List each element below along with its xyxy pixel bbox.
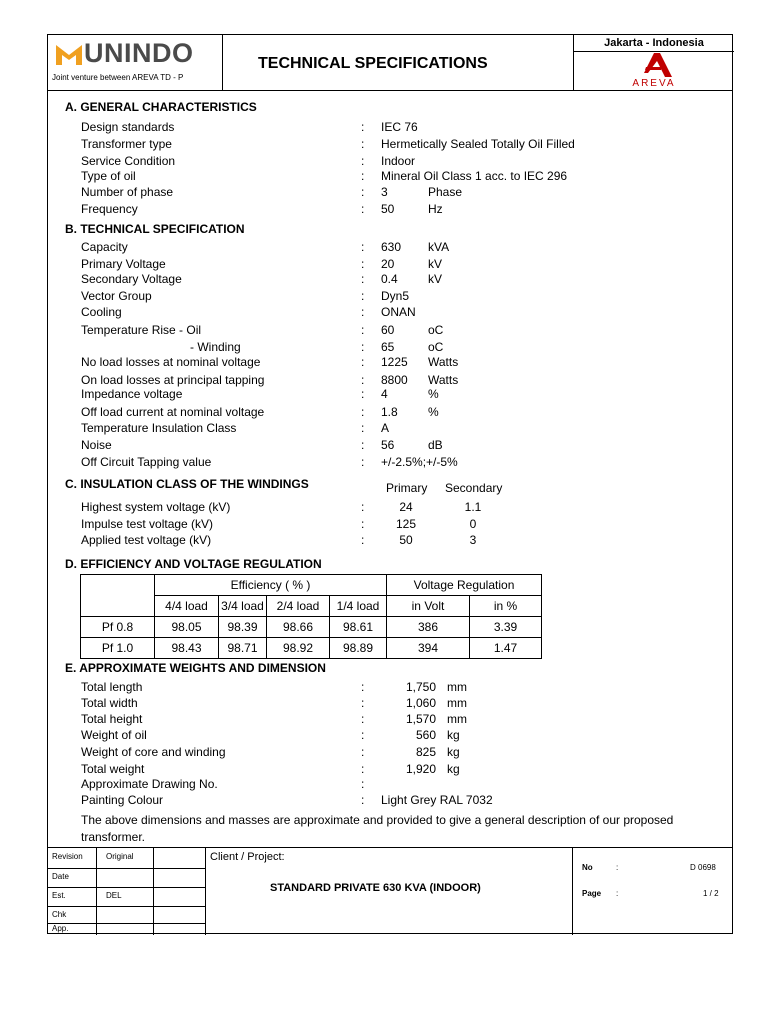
colon: : [361, 120, 365, 134]
est-value: DEL [106, 891, 122, 900]
table-cell: 98.71 [219, 638, 267, 659]
colon: : [361, 517, 365, 531]
dimension-label: Total width [81, 696, 138, 710]
row-label-cell: Pf 0.8 [81, 617, 155, 638]
spec-value: 20 [381, 257, 395, 271]
dimension-value: 1,750 [405, 680, 436, 694]
dimension-label: Weight of core and winding [81, 745, 226, 759]
dimension-unit: kg [447, 728, 460, 742]
spec-value: 56 [381, 438, 395, 452]
section-e-heading: E. APPROXIMATE WEIGHTS AND DIMENSION [65, 661, 326, 675]
spec-label: No load losses at nominal voltage [81, 355, 261, 369]
header-divider [48, 90, 732, 91]
spec-unit: Phase [428, 185, 463, 199]
section-b-heading: B. TECHNICAL SPECIFICATION [65, 222, 245, 236]
table-cell: 3.39 [470, 617, 542, 638]
spec-unit: oC [428, 340, 444, 354]
colon: : [361, 421, 365, 435]
colon: : [361, 777, 365, 791]
spec-label: Design standards [81, 120, 175, 134]
spec-label: Secondary Voltage [81, 272, 182, 286]
colon: : [361, 355, 365, 369]
sub-header-cell: 2/4 load [267, 596, 330, 617]
colon: : [361, 712, 365, 726]
spec-unit: kV [428, 272, 443, 286]
spec-label: Service Condition [81, 154, 176, 168]
colon: : [361, 202, 365, 216]
areva-logo-text: AREVA [632, 78, 676, 89]
sub-header-cell: in Volt [387, 596, 470, 617]
efficiency-table [80, 574, 542, 659]
dimension-label: Approximate Drawing No. [81, 777, 218, 791]
table-cell: 98.66 [267, 617, 330, 638]
spec-label: Type of oil [81, 169, 136, 183]
colon: : [616, 889, 619, 898]
project-name: STANDARD PRIVATE 630 KVA (INDOOR) [270, 882, 481, 894]
spec-value: Dyn5 [381, 289, 410, 303]
table-cell: 98.43 [155, 638, 219, 659]
date-label: Date [52, 872, 69, 881]
table-row [81, 617, 542, 638]
table-corner-cell [81, 575, 155, 617]
row-label-cell: Pf 1.0 [81, 638, 155, 659]
spec-unit: kVA [428, 240, 450, 254]
primary-value: 24 [399, 500, 413, 514]
dimension-label: Weight of oil [81, 728, 147, 742]
dimension-value: 560 [415, 728, 436, 742]
spec-label: Temperature Insulation Class [81, 421, 237, 435]
dimension-value: 1,920 [405, 762, 436, 776]
dimension-value: 825 [415, 745, 436, 759]
section-d-heading: D. EFFICIENCY AND VOLTAGE REGULATION [65, 557, 322, 571]
dimension-unit: kg [447, 762, 460, 776]
primary-column-header: Primary [386, 481, 428, 495]
table-cell: 98.39 [219, 617, 267, 638]
table-cell: 394 [387, 638, 470, 659]
spec-label: Number of phase [81, 185, 174, 199]
colon: : [361, 289, 365, 303]
table-cell: 1.47 [470, 638, 542, 659]
spec-label: Primary Voltage [81, 257, 166, 271]
page-value: 1 / 2 [703, 889, 719, 898]
spec-label: Frequency [81, 202, 138, 216]
colon: : [361, 533, 365, 547]
areva-logo-icon [634, 53, 674, 79]
spec-value: 4 [381, 387, 388, 401]
spec-value: Mineral Oil Class 1 acc. to IEC 296 [381, 169, 568, 183]
spec-label: Vector Group [81, 289, 152, 303]
spec-label: Transformer type [81, 137, 172, 151]
colon: : [361, 272, 365, 286]
colon: : [616, 863, 619, 872]
dimension-label: Total length [81, 680, 143, 694]
note-line-1: The above dimensions and masses are approximate and provided to give a general description of our proposed [81, 813, 674, 827]
page-label: Page [582, 889, 602, 898]
dimension-value: 1,570 [405, 712, 436, 726]
original-label: Original [106, 852, 134, 861]
colon: : [361, 240, 365, 254]
table-cell: 98.05 [155, 617, 219, 638]
secondary-column-header: Secondary [445, 481, 503, 495]
footer-line [48, 923, 205, 924]
dimension-unit: mm [447, 712, 467, 726]
footer-line [48, 868, 205, 869]
est-label: Est. [52, 891, 66, 900]
spec-value: Indoor [381, 154, 416, 168]
header-logo-block [48, 35, 223, 90]
revision-label: Revision [52, 852, 83, 861]
table-cell: 98.92 [267, 638, 330, 659]
spec-unit: Watts [428, 373, 459, 387]
colon: : [361, 455, 365, 469]
dimension-unit: mm [447, 680, 467, 694]
spec-label: Off load current at nominal voltage [81, 405, 265, 419]
voltage-regulation-header: Voltage Regulation [387, 575, 542, 596]
colon: : [361, 500, 365, 514]
client-project-label: Client / Project: [210, 851, 285, 863]
sub-header-cell: 1/4 load [330, 596, 387, 617]
dimension-label: Total height [81, 712, 143, 726]
colon: : [361, 305, 365, 319]
app-label: App. [52, 924, 69, 933]
section-c-heading: C. INSULATION CLASS OF THE WINDINGS [65, 477, 309, 491]
unindo-logo-icon [56, 43, 82, 65]
spec-unit: kV [428, 257, 443, 271]
spec-label: Noise [81, 438, 112, 452]
location-text: Jakarta - Indonesia [574, 37, 734, 52]
spec-label: Impedance voltage [81, 387, 183, 401]
colon: : [361, 185, 365, 199]
footer-line [48, 906, 205, 907]
sub-header-cell: in % [470, 596, 542, 617]
spec-value: A [381, 421, 390, 435]
dimension-label: Total weight [81, 762, 145, 776]
note-line-2: transformer. [81, 830, 146, 844]
spec-value: 65 [381, 340, 395, 354]
header-areva-block [573, 35, 734, 90]
document-frame [47, 34, 733, 934]
colon: : [361, 762, 365, 776]
colon: : [361, 137, 365, 151]
spec-value: Hermetically Sealed Totally Oil Filled [381, 137, 575, 151]
efficiency-header: Efficiency ( % ) [155, 575, 387, 596]
spec-value: 50 [381, 202, 395, 216]
spec-label: - Winding [190, 340, 241, 354]
insulation-label: Impulse test voltage (kV) [81, 517, 214, 531]
spec-value: IEC 76 [381, 120, 418, 134]
footer-block [48, 847, 732, 935]
spec-value: 0.4 [381, 272, 398, 286]
spec-value: 60 [381, 323, 395, 337]
insulation-label: Applied test voltage (kV) [81, 533, 212, 547]
colon: : [361, 728, 365, 742]
colon: : [361, 169, 365, 183]
sub-header-cell: 4/4 load [155, 596, 219, 617]
spec-unit: % [428, 387, 439, 401]
spec-unit: dB [428, 438, 443, 452]
chk-label: Chk [52, 910, 67, 919]
spec-value: 1.8 [381, 405, 398, 419]
document-no-label: No [582, 863, 593, 872]
colon: : [361, 438, 365, 452]
page-title: TECHNICAL SPECIFICATIONS [258, 55, 488, 72]
document-no-value: D 0698 [690, 863, 716, 872]
colon: : [361, 696, 365, 710]
table-row [81, 638, 542, 659]
spec-unit: Watts [428, 355, 459, 369]
spec-unit: oC [428, 323, 444, 337]
secondary-value: 3 [469, 533, 477, 547]
spec-value: 630 [381, 240, 402, 254]
spec-label: Off Circuit Tapping value [81, 455, 212, 469]
painting-colour-label: Painting Colour [81, 793, 164, 807]
table-cell: 386 [387, 617, 470, 638]
colon: : [361, 373, 365, 387]
primary-value: 125 [395, 517, 417, 531]
footer-line [48, 887, 205, 888]
spec-value: ONAN [381, 305, 416, 319]
spec-label: Cooling [81, 305, 122, 319]
joint-venture-text: Joint venture between AREVA TD - P [52, 73, 184, 82]
colon: : [361, 745, 365, 759]
colon: : [361, 680, 365, 694]
colon: : [361, 340, 365, 354]
spec-value: 1225 [381, 355, 408, 369]
primary-value: 50 [399, 533, 413, 547]
painting-colour-value: Light Grey RAL 7032 [381, 793, 493, 807]
colon: : [361, 793, 365, 807]
spec-label: On load losses at principal tapping [81, 373, 265, 387]
spec-value: +/-2.5%;+/-5% [381, 455, 458, 469]
dimension-unit: kg [447, 745, 460, 759]
section-a-heading: A. GENERAL CHARACTERISTICS [65, 100, 257, 114]
colon: : [361, 257, 365, 271]
secondary-value: 0 [469, 517, 477, 531]
colon: : [361, 387, 365, 401]
dimension-value: 1,060 [405, 696, 436, 710]
table-cell: 98.61 [330, 617, 387, 638]
secondary-value: 1.1 [464, 500, 482, 514]
spec-value: 8800 [381, 373, 408, 387]
footer-col-2 [96, 848, 154, 935]
colon: : [361, 405, 365, 419]
table-cell: 98.89 [330, 638, 387, 659]
spec-value: 3 [381, 185, 388, 199]
colon: : [361, 154, 365, 168]
insulation-label: Highest system voltage (kV) [81, 500, 231, 514]
unindo-logo-text: UNINDO [84, 38, 194, 68]
spec-label: Temperature Rise - Oil [81, 323, 202, 337]
dimension-unit: mm [447, 696, 467, 710]
spec-label: Capacity [81, 240, 128, 254]
colon: : [361, 323, 365, 337]
spec-unit: Hz [428, 202, 443, 216]
spec-unit: % [428, 405, 439, 419]
sub-header-cell: 3/4 load [219, 596, 267, 617]
footer-col-3 [153, 848, 206, 935]
